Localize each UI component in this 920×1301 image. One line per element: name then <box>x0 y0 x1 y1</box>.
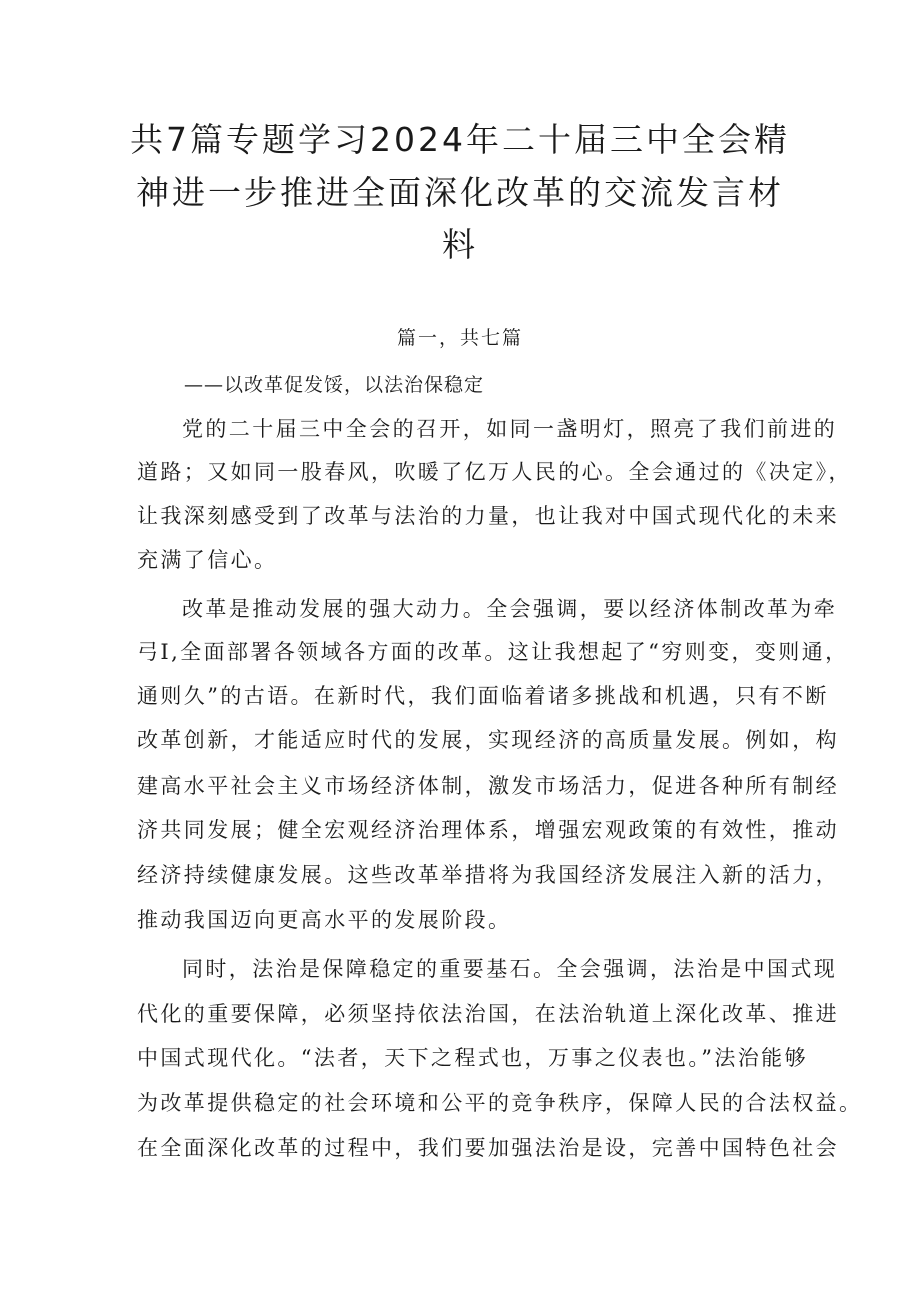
paragraph-3-line-5: 在全面深化改革的过程中，我们要加强法治是设，完善中国特色社会 <box>137 1136 839 1160</box>
section-subtitle: ——以改革促发馁，以法治保稳定 <box>184 374 485 396</box>
section-title: 篇一，共七篇 <box>396 327 523 349</box>
paragraph-2-line-5: 建高水平社会主义市场经济体制，激发市场活力，促进各种所有制经 <box>137 774 839 798</box>
paragraph-3-line-4: 为改革提供稳定的社会环境和公平的竞争秩序，保障人民的合法权益。 <box>137 1091 863 1115</box>
paragraph-2-line-4: 改革创新，才能适应时代的发展，实现经济的高质量发展。例如，构 <box>137 728 839 752</box>
paragraph-1-line-3: 让我深刻感受到了改革与法治的力量，也让我对中国式现代化的未来 <box>137 504 839 528</box>
paragraph-3-line-3: 中国式现代化。“法者，天下之程式也，万事之仪表也。”法治能够 <box>137 1046 808 1070</box>
document-title-line-2: 神进一步推进全面深化改革的交流发言材 <box>136 173 784 212</box>
paragraph-1-line-2: 道路；又如同一股春风，吹暖了亿万人民的心。全会通过的《决定》， <box>137 460 852 484</box>
paragraph-2-line-2: 弓I,全面部署各领域各方面的改革。这让我想起了“穷则变，变则通， <box>137 640 849 664</box>
document-title-line-3: 料 <box>442 225 478 264</box>
paragraph-1-line-1: 党的二十届三中全会的召开，如同一盏明灯，照亮了我们前进的 <box>182 417 838 441</box>
paragraph-2-line-1: 改革是推动发展的强大动力。全会强调，要以经济体制改革为牵 <box>182 597 838 621</box>
paragraph-1-line-4: 充满了信心。 <box>137 548 278 572</box>
paragraph-2-line-3: 通则久”的古语。在新时代，我们面临着诸多挑战和机遇，只有不断 <box>137 684 829 708</box>
document-title-line-1: 共7篇专题学习2024年二十届三中全会精 <box>130 120 790 159</box>
paragraph-2-line-8: 推动我国迈向更高水平的发展阶段。 <box>137 908 512 932</box>
paragraph-3-line-1: 同时，法治是保障稳定的重要基石。全会强调，法治是中国式现 <box>182 957 838 981</box>
paragraph-2-line-7: 经济持续健康发展。这些改革举措将为我国经济发展注入新的活力， <box>137 863 839 887</box>
paragraph-2-line-6: 济共同发展；健全宏观经济治理体系，增强宏观政策的有效性，推动 <box>137 818 839 842</box>
paragraph-3-line-2: 代化的重要保障，必须坚持依法治国，在法治轨道上深化改革、推进 <box>137 1002 839 1026</box>
